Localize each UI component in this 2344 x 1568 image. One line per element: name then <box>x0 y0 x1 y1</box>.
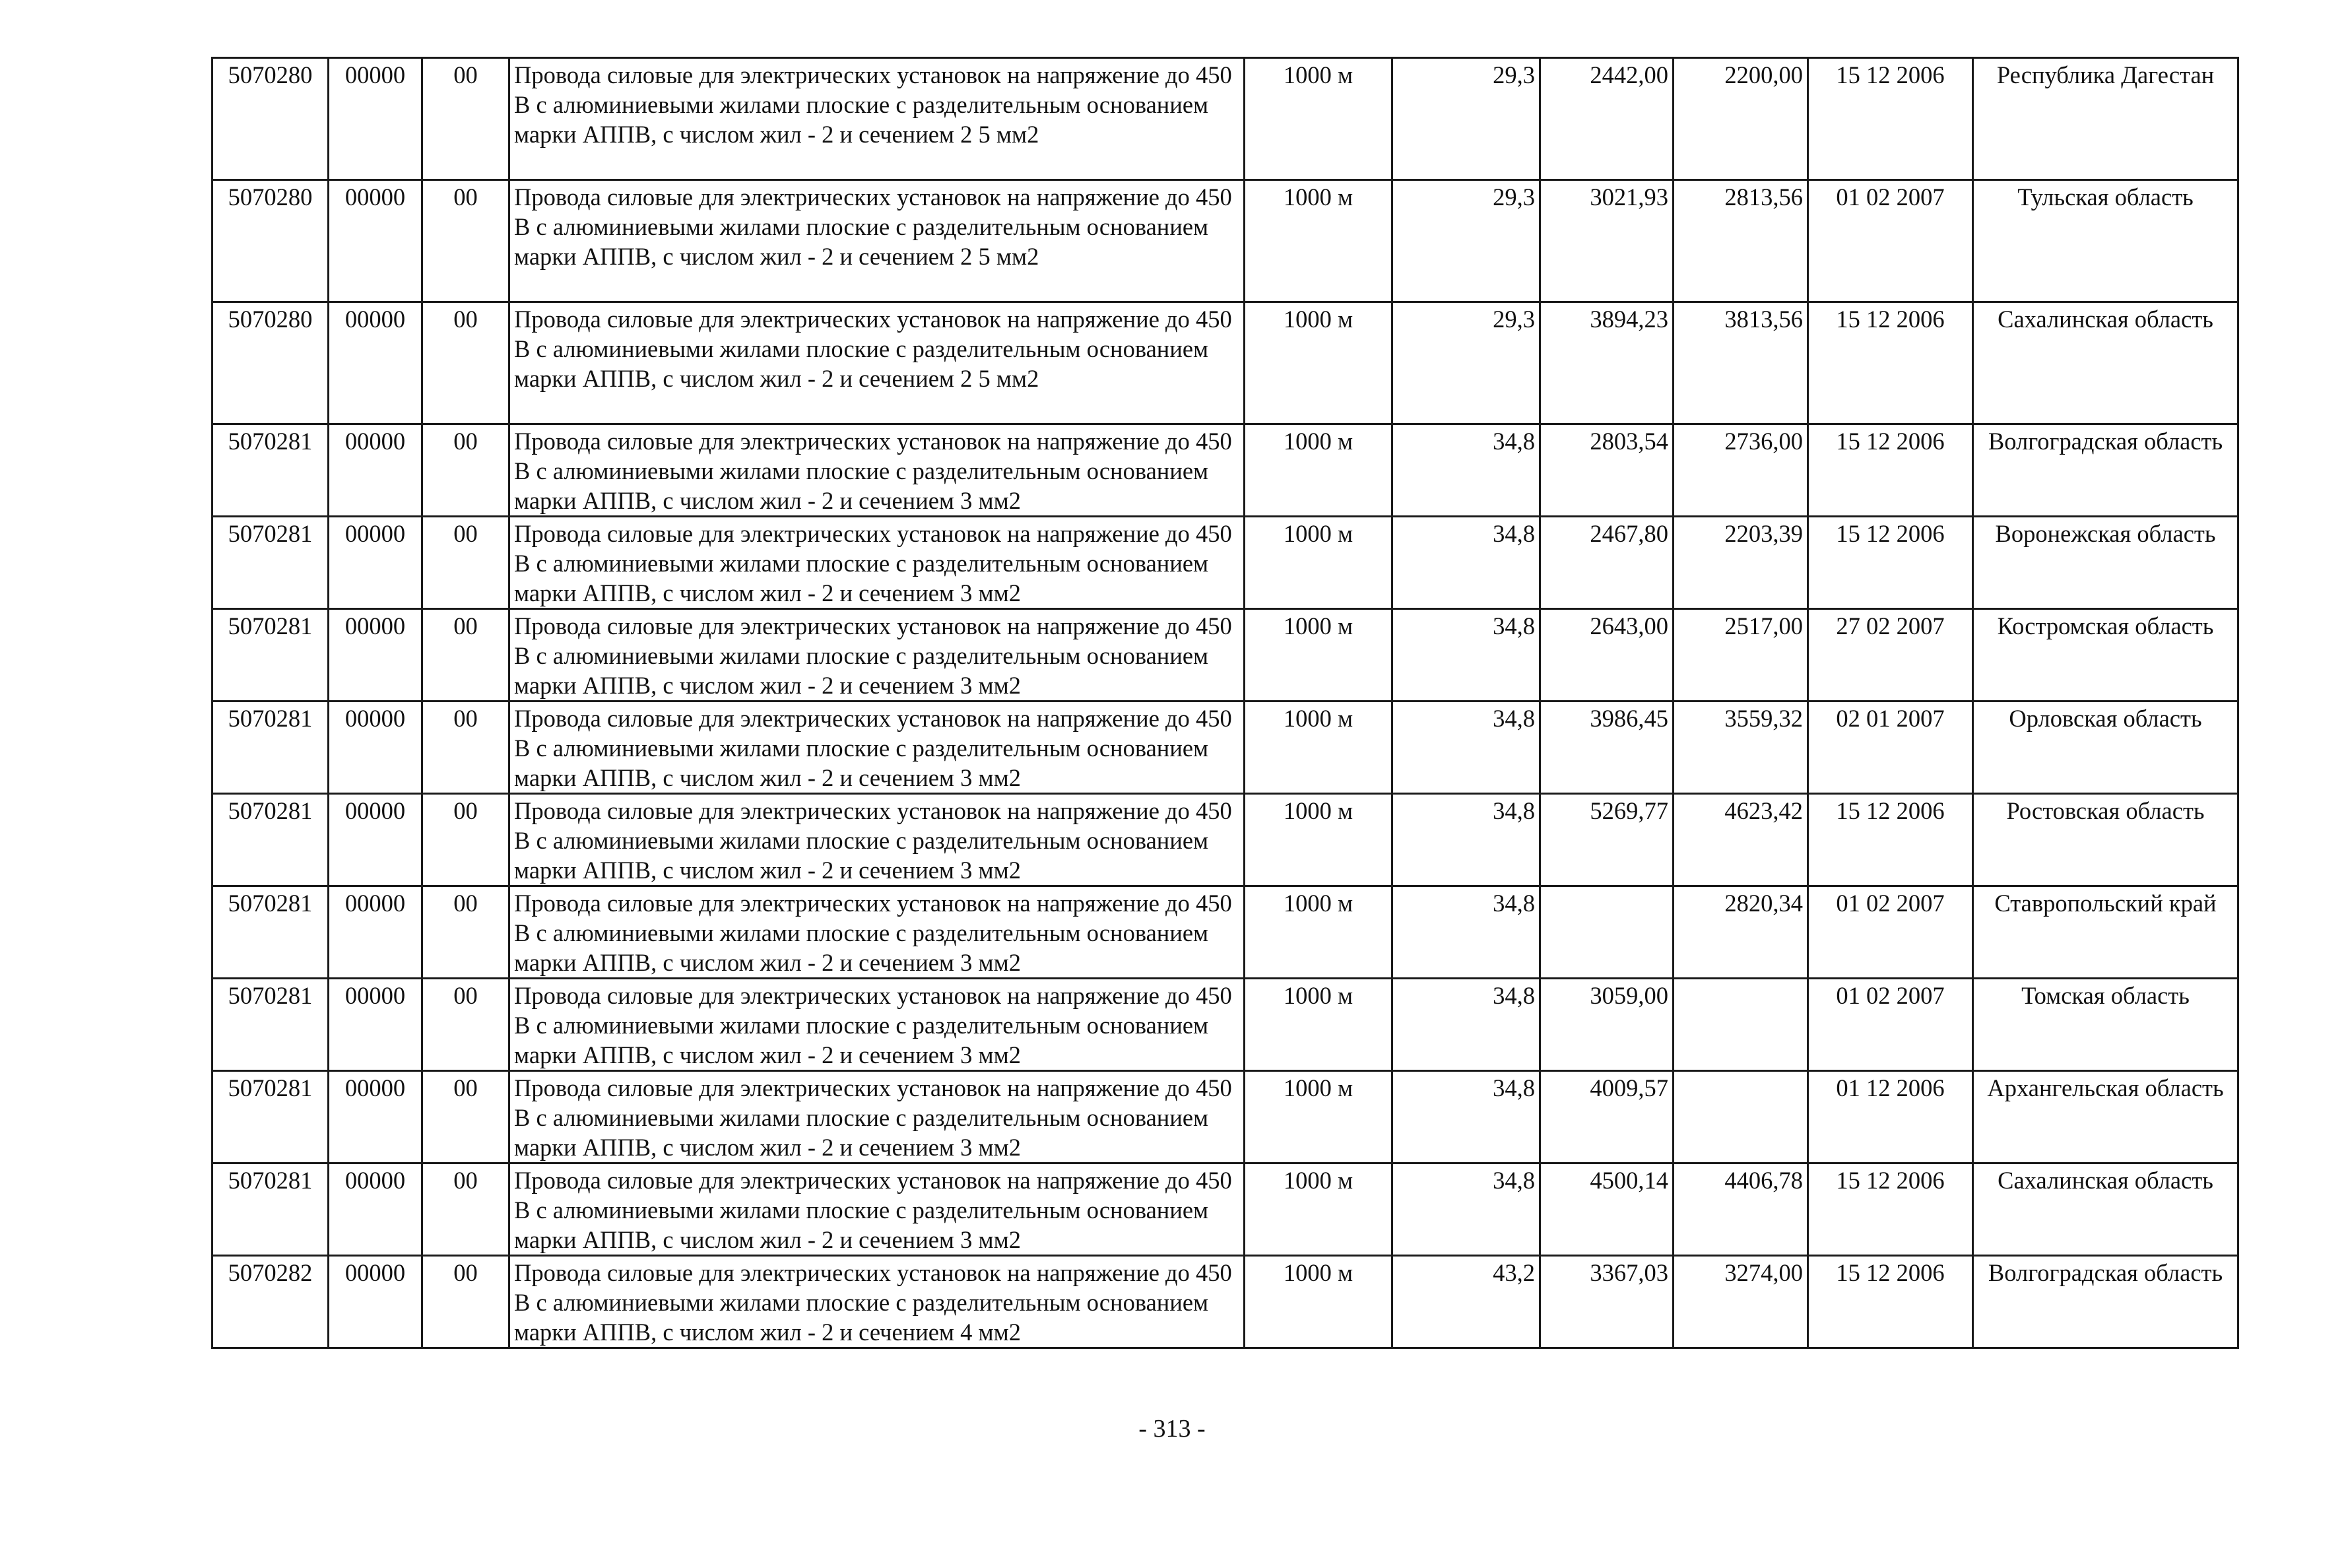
description-cell: Провода силовые для электрических установок на напряжение до 450 В с алюминиевыми жилами плоские с разделительным основанием марки АППВ, с числом жил - 2 и сечением 4 мм2 <box>509 1256 1245 1348</box>
date-cell: 15 12 2006 <box>1808 424 1973 517</box>
region-cell: Волгоградская область <box>1973 424 2238 517</box>
weight-cell: 29,3 <box>1392 180 1540 302</box>
price-alt-cell: 2736,00 <box>1674 424 1808 517</box>
class-code-cell: 00 <box>422 1071 509 1163</box>
description-cell: Провода силовые для электрических установок на напряжение до 450 В с алюминиевыми жилами плоские с разделительным основанием марки АППВ, с числом жил - 2 и сечением 2 5 мм2 <box>509 302 1245 424</box>
subcode-cell: 00000 <box>329 1256 422 1348</box>
price-cell: 3894,23 <box>1540 302 1674 424</box>
product-code-cell: 5070281 <box>212 979 329 1071</box>
date-cell: 15 12 2006 <box>1808 302 1973 424</box>
unit-cell: 1000 м <box>1245 1071 1392 1163</box>
region-cell: Воронежская область <box>1973 517 2238 609</box>
unit-cell: 1000 м <box>1245 424 1392 517</box>
description-cell: Провода силовые для электрических установок на напряжение до 450 В с алюминиевыми жилами плоские с разделительным основанием марки АППВ, с числом жил - 2 и сечением 3 мм2 <box>509 1071 1245 1163</box>
table-row <box>212 1163 2238 1256</box>
table-row <box>212 794 2238 886</box>
date-cell: 15 12 2006 <box>1808 794 1973 886</box>
date-cell: 01 12 2006 <box>1808 1071 1973 1163</box>
weight-cell: 29,3 <box>1392 302 1540 424</box>
unit-cell: 1000 м <box>1245 979 1392 1071</box>
subcode-cell: 00000 <box>329 886 422 979</box>
unit-cell: 1000 м <box>1245 1163 1392 1256</box>
date-cell: 15 12 2006 <box>1808 517 1973 609</box>
class-code-cell: 00 <box>422 979 509 1071</box>
class-code-cell: 00 <box>422 886 509 979</box>
product-code-cell: 5070281 <box>212 609 329 702</box>
region-cell: Ростовская область <box>1973 794 2238 886</box>
region-cell: Сахалинская область <box>1973 1163 2238 1256</box>
description-cell: Провода силовые для электрических установок на напряжение до 450 В с алюминиевыми жилами плоские с разделительным основанием марки АППВ, с числом жил - 2 и сечением 2 5 мм2 <box>509 180 1245 302</box>
description-cell: Провода силовые для электрических установок на напряжение до 450 В с алюминиевыми жилами плоские с разделительным основанием марки АППВ, с числом жил - 2 и сечением 3 мм2 <box>509 886 1245 979</box>
table-row <box>212 424 2238 517</box>
price-cell: 5269,77 <box>1540 794 1674 886</box>
price-cell: 3367,03 <box>1540 1256 1674 1348</box>
table-row <box>212 886 2238 979</box>
unit-cell: 1000 м <box>1245 702 1392 794</box>
unit-cell: 1000 м <box>1245 794 1392 886</box>
price-cell <box>1540 886 1674 979</box>
weight-cell: 34,8 <box>1392 886 1540 979</box>
price-alt-cell <box>1674 979 1808 1071</box>
subcode-cell: 00000 <box>329 794 422 886</box>
table-row <box>212 979 2238 1071</box>
class-code-cell: 00 <box>422 517 509 609</box>
weight-cell: 34,8 <box>1392 702 1540 794</box>
weight-cell: 43,2 <box>1392 1256 1540 1348</box>
product-code-cell: 5070281 <box>212 1163 329 1256</box>
table-row <box>212 702 2238 794</box>
price-table <box>211 57 2239 1349</box>
region-cell: Сахалинская область <box>1973 302 2238 424</box>
product-code-cell: 5070280 <box>212 58 329 180</box>
unit-cell: 1000 м <box>1245 886 1392 979</box>
class-code-cell: 00 <box>422 609 509 702</box>
table-row <box>212 1071 2238 1163</box>
date-cell: 01 02 2007 <box>1808 886 1973 979</box>
description-cell: Провода силовые для электрических установок на напряжение до 450 В с алюминиевыми жилами плоские с разделительным основанием марки АППВ, с числом жил - 2 и сечением 2 5 мм2 <box>509 58 1245 180</box>
table-body <box>212 58 2238 1348</box>
price-alt-cell: 4623,42 <box>1674 794 1808 886</box>
product-code-cell: 5070281 <box>212 886 329 979</box>
price-alt-cell <box>1674 1071 1808 1163</box>
weight-cell: 34,8 <box>1392 424 1540 517</box>
region-cell: Томская область <box>1973 979 2238 1071</box>
price-alt-cell: 3813,56 <box>1674 302 1808 424</box>
description-cell: Провода силовые для электрических установок на напряжение до 450 В с алюминиевыми жилами плоские с разделительным основанием марки АППВ, с числом жил - 2 и сечением 3 мм2 <box>509 794 1245 886</box>
table-row <box>212 1256 2238 1348</box>
date-cell: 15 12 2006 <box>1808 58 1973 180</box>
price-cell: 3021,93 <box>1540 180 1674 302</box>
subcode-cell: 00000 <box>329 180 422 302</box>
product-code-cell: 5070280 <box>212 302 329 424</box>
price-cell: 2467,80 <box>1540 517 1674 609</box>
weight-cell: 34,8 <box>1392 979 1540 1071</box>
subcode-cell: 00000 <box>329 58 422 180</box>
description-cell: Провода силовые для электрических установок на напряжение до 450 В с алюминиевыми жилами плоские с разделительным основанием марки АППВ, с числом жил - 2 и сечением 3 мм2 <box>509 609 1245 702</box>
price-cell: 2643,00 <box>1540 609 1674 702</box>
price-alt-cell: 2203,39 <box>1674 517 1808 609</box>
table-row <box>212 58 2238 180</box>
date-cell: 01 02 2007 <box>1808 180 1973 302</box>
price-alt-cell: 2200,00 <box>1674 58 1808 180</box>
price-cell: 4009,57 <box>1540 1071 1674 1163</box>
page-number: - 313 - <box>1138 1415 1206 1443</box>
weight-cell: 29,3 <box>1392 58 1540 180</box>
subcode-cell: 00000 <box>329 424 422 517</box>
subcode-cell: 00000 <box>329 517 422 609</box>
table-row <box>212 517 2238 609</box>
date-cell: 02 01 2007 <box>1808 702 1973 794</box>
description-cell: Провода силовые для электрических установок на напряжение до 450 В с алюминиевыми жилами плоские с разделительным основанием марки АППВ, с числом жил - 2 и сечением 3 мм2 <box>509 1163 1245 1256</box>
class-code-cell: 00 <box>422 702 509 794</box>
unit-cell: 1000 м <box>1245 517 1392 609</box>
description-cell: Провода силовые для электрических установок на напряжение до 450 В с алюминиевыми жилами плоские с разделительным основанием марки АППВ, с числом жил - 2 и сечением 3 мм2 <box>509 517 1245 609</box>
table-row <box>212 609 2238 702</box>
class-code-cell: 00 <box>422 424 509 517</box>
date-cell: 15 12 2006 <box>1808 1256 1973 1348</box>
weight-cell: 34,8 <box>1392 517 1540 609</box>
product-code-cell: 5070281 <box>212 794 329 886</box>
region-cell: Костромская область <box>1973 609 2238 702</box>
description-cell: Провода силовые для электрических установок на напряжение до 450 В с алюминиевыми жилами плоские с разделительным основанием марки АППВ, с числом жил - 2 и сечением 3 мм2 <box>509 979 1245 1071</box>
product-code-cell: 5070281 <box>212 702 329 794</box>
description-cell: Провода силовые для электрических установок на напряжение до 450 В с алюминиевыми жилами плоские с разделительным основанием марки АППВ, с числом жил - 2 и сечением 3 мм2 <box>509 424 1245 517</box>
region-cell: Волгоградская область <box>1973 1256 2238 1348</box>
class-code-cell: 00 <box>422 1163 509 1256</box>
region-cell: Тульская область <box>1973 180 2238 302</box>
unit-cell: 1000 м <box>1245 302 1392 424</box>
table-row <box>212 180 2238 302</box>
description-cell: Провода силовые для электрических установок на напряжение до 450 В с алюминиевыми жилами плоские с разделительным основанием марки АППВ, с числом жил - 2 и сечением 3 мм2 <box>509 702 1245 794</box>
table-row <box>212 302 2238 424</box>
date-cell: 15 12 2006 <box>1808 1163 1973 1256</box>
unit-cell: 1000 м <box>1245 180 1392 302</box>
region-cell: Ставропольский край <box>1973 886 2238 979</box>
product-code-cell: 5070281 <box>212 517 329 609</box>
weight-cell: 34,8 <box>1392 794 1540 886</box>
price-alt-cell: 4406,78 <box>1674 1163 1808 1256</box>
class-code-cell: 00 <box>422 302 509 424</box>
subcode-cell: 00000 <box>329 1071 422 1163</box>
product-code-cell: 5070281 <box>212 424 329 517</box>
weight-cell: 34,8 <box>1392 1071 1540 1163</box>
date-cell: 27 02 2007 <box>1808 609 1973 702</box>
region-cell: Архангельская область <box>1973 1071 2238 1163</box>
price-cell: 3986,45 <box>1540 702 1674 794</box>
price-cell: 3059,00 <box>1540 979 1674 1071</box>
price-alt-cell: 2820,34 <box>1674 886 1808 979</box>
date-cell: 01 02 2007 <box>1808 979 1973 1071</box>
class-code-cell: 00 <box>422 1256 509 1348</box>
region-cell: Республика Дагестан <box>1973 58 2238 180</box>
class-code-cell: 00 <box>422 180 509 302</box>
subcode-cell: 00000 <box>329 609 422 702</box>
subcode-cell: 00000 <box>329 702 422 794</box>
price-alt-cell: 2517,00 <box>1674 609 1808 702</box>
unit-cell: 1000 м <box>1245 609 1392 702</box>
class-code-cell: 00 <box>422 58 509 180</box>
unit-cell: 1000 м <box>1245 58 1392 180</box>
price-cell: 2442,00 <box>1540 58 1674 180</box>
price-alt-cell: 2813,56 <box>1674 180 1808 302</box>
subcode-cell: 00000 <box>329 302 422 424</box>
price-cell: 4500,14 <box>1540 1163 1674 1256</box>
subcode-cell: 00000 <box>329 979 422 1071</box>
product-code-cell: 5070281 <box>212 1071 329 1163</box>
price-cell: 2803,54 <box>1540 424 1674 517</box>
class-code-cell: 00 <box>422 794 509 886</box>
price-alt-cell: 3559,32 <box>1674 702 1808 794</box>
product-code-cell: 5070280 <box>212 180 329 302</box>
unit-cell: 1000 м <box>1245 1256 1392 1348</box>
region-cell: Орловская область <box>1973 702 2238 794</box>
subcode-cell: 00000 <box>329 1163 422 1256</box>
weight-cell: 34,8 <box>1392 1163 1540 1256</box>
price-alt-cell: 3274,00 <box>1674 1256 1808 1348</box>
product-code-cell: 5070282 <box>212 1256 329 1348</box>
weight-cell: 34,8 <box>1392 609 1540 702</box>
